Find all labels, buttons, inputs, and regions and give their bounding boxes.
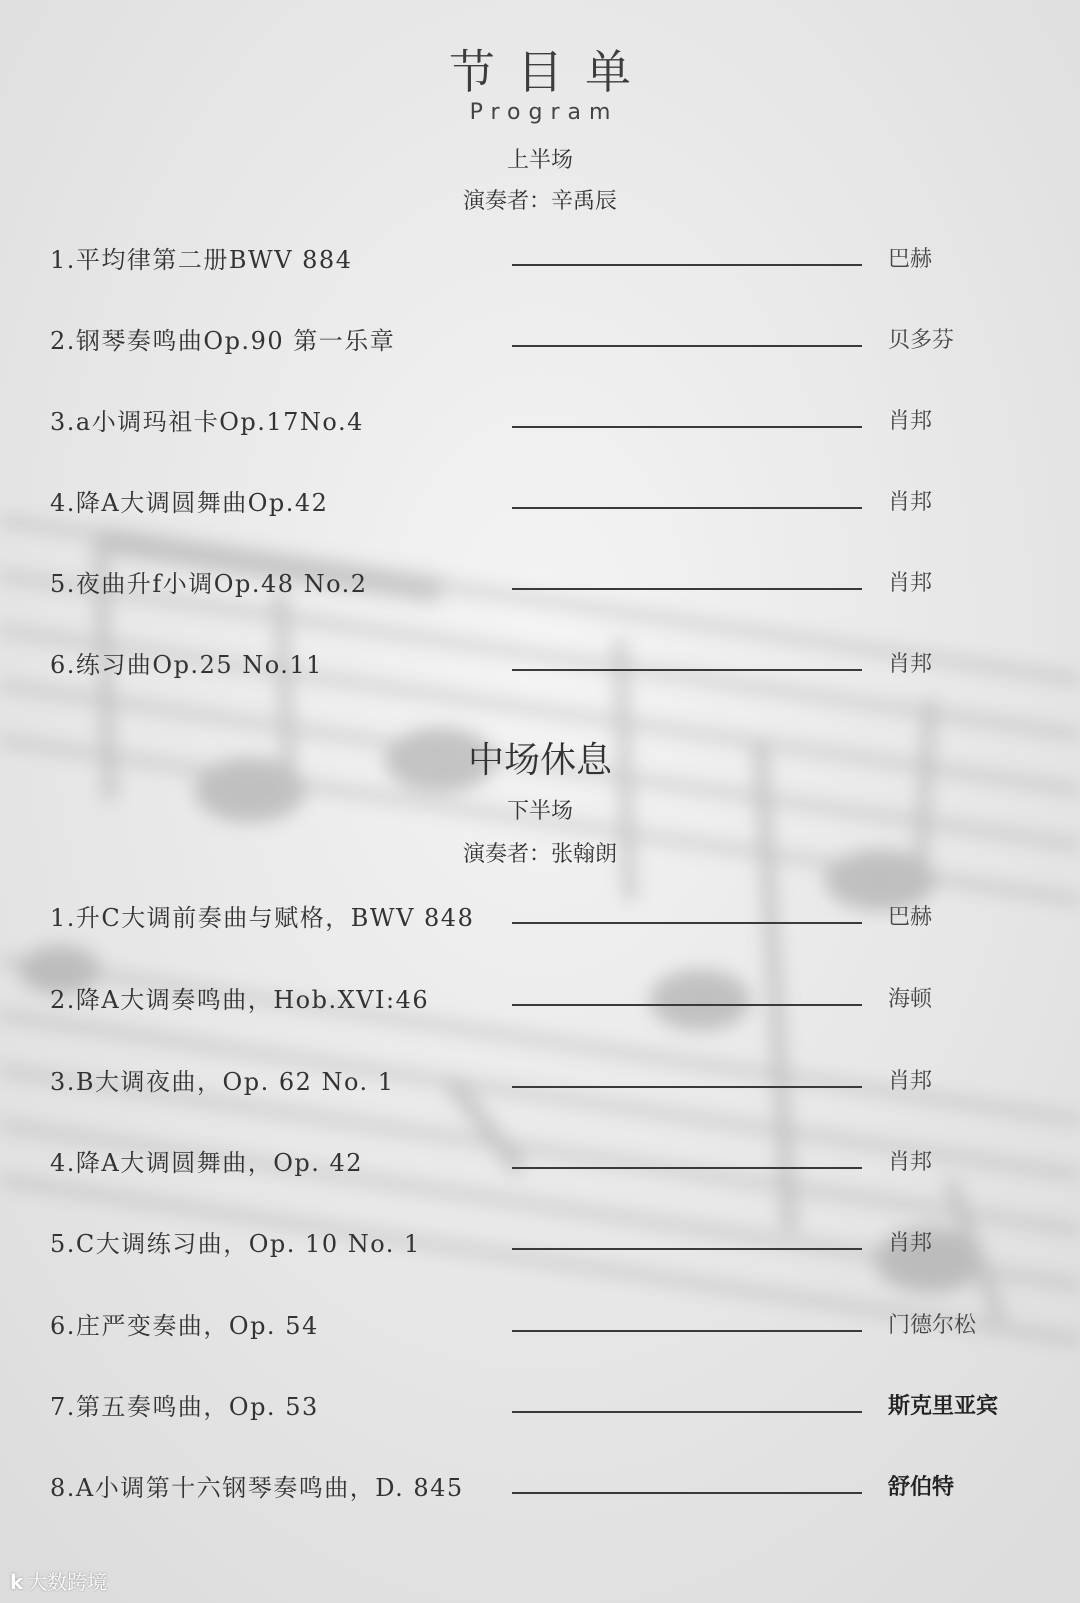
piece-title: 2.降A大调奏鸣曲，Hob.XVI:46 [50, 986, 430, 1014]
composer-name: 贝多芬 [888, 328, 955, 353]
leader-line [512, 1492, 862, 1494]
leader-line [512, 1248, 862, 1250]
piece-title: 4.降A大调圆舞曲，Op. 42 [50, 1149, 364, 1177]
piece-title: 1.升C大调前奏曲与赋格，BWV 848 [50, 904, 475, 932]
piece-title: 1.平均律第二册BWV 884 [50, 246, 353, 274]
leader-line [512, 588, 862, 590]
composer-name: 肖邦 [888, 1069, 933, 1094]
watermark-text: 大数跨境 [27, 1570, 108, 1594]
leader-line [512, 1411, 862, 1413]
program-item [0, 1143, 1080, 1183]
leader-line [512, 345, 862, 347]
leader-line [512, 426, 862, 428]
program-item [0, 321, 1080, 361]
piece-title: 3.a小调玛祖卡Op.17No.4 [50, 408, 364, 436]
first-half-heading: 上半场 [506, 148, 573, 173]
leader-line [512, 1330, 862, 1332]
piece-title: 6.庄严变奏曲，Op. 54 [50, 1312, 319, 1340]
program-item [0, 1387, 1080, 1427]
piece-title: 2.钢琴奏鸣曲Op.90 第一乐章 [50, 327, 396, 355]
composer-name: 肖邦 [888, 652, 933, 677]
first-half-performer: 演奏者：辛禹辰 [462, 189, 617, 214]
program-item [0, 564, 1080, 604]
composer-name: 肖邦 [888, 1231, 933, 1256]
leader-line [512, 669, 862, 671]
program-item [0, 402, 1080, 442]
program-item [0, 1468, 1080, 1508]
composer-name: 巴赫 [888, 905, 933, 930]
program-item [0, 1224, 1080, 1264]
second-half-performer: 演奏者：张翰朗 [462, 842, 617, 867]
program-item [0, 645, 1080, 685]
composer-name: 斯克里亚宾 [888, 1394, 999, 1419]
program-item [0, 240, 1080, 280]
leader-line [512, 1167, 862, 1169]
composer-name: 肖邦 [888, 1150, 933, 1175]
program-subtitle: Program [469, 100, 619, 125]
piece-title: 5.C大调练习曲，Op. 10 No. 1 [50, 1230, 421, 1258]
program-title: 节目单 [449, 45, 653, 99]
composer-name: 舒伯特 [888, 1475, 955, 1500]
program-item [0, 980, 1080, 1020]
watermark-logo-icon: k [10, 1570, 24, 1594]
program-item [0, 898, 1080, 938]
program-item [0, 483, 1080, 523]
piece-title: 8.A小调第十六钢琴奏鸣曲，D. 845 [50, 1474, 464, 1502]
intermission-heading: 中场休息 [467, 740, 612, 781]
leader-line [512, 264, 862, 266]
piece-title: 6.练习曲Op.25 No.11 [50, 651, 323, 679]
piece-title: 4.降A大调圆舞曲Op.42 [50, 489, 329, 517]
composer-name: 肖邦 [888, 490, 933, 515]
leader-line [512, 922, 862, 924]
second-half-heading: 下半场 [506, 799, 573, 824]
piece-title: 7.第五奏鸣曲，Op. 53 [50, 1393, 319, 1421]
watermark [10, 1566, 107, 1595]
program-item [0, 1062, 1080, 1102]
piece-title: 5.夜曲升f小调Op.48 No.2 [50, 570, 368, 598]
composer-name: 海顿 [888, 987, 933, 1012]
composer-name: 肖邦 [888, 571, 933, 596]
composer-name: 巴赫 [888, 247, 933, 272]
leader-line [512, 507, 862, 509]
program-item [0, 1306, 1080, 1346]
leader-line [512, 1086, 862, 1088]
piece-title: 3.B大调夜曲，Op. 62 No. 1 [50, 1068, 395, 1096]
leader-line [512, 1004, 862, 1006]
composer-name: 肖邦 [888, 409, 933, 434]
composer-name: 门德尔松 [888, 1313, 977, 1338]
